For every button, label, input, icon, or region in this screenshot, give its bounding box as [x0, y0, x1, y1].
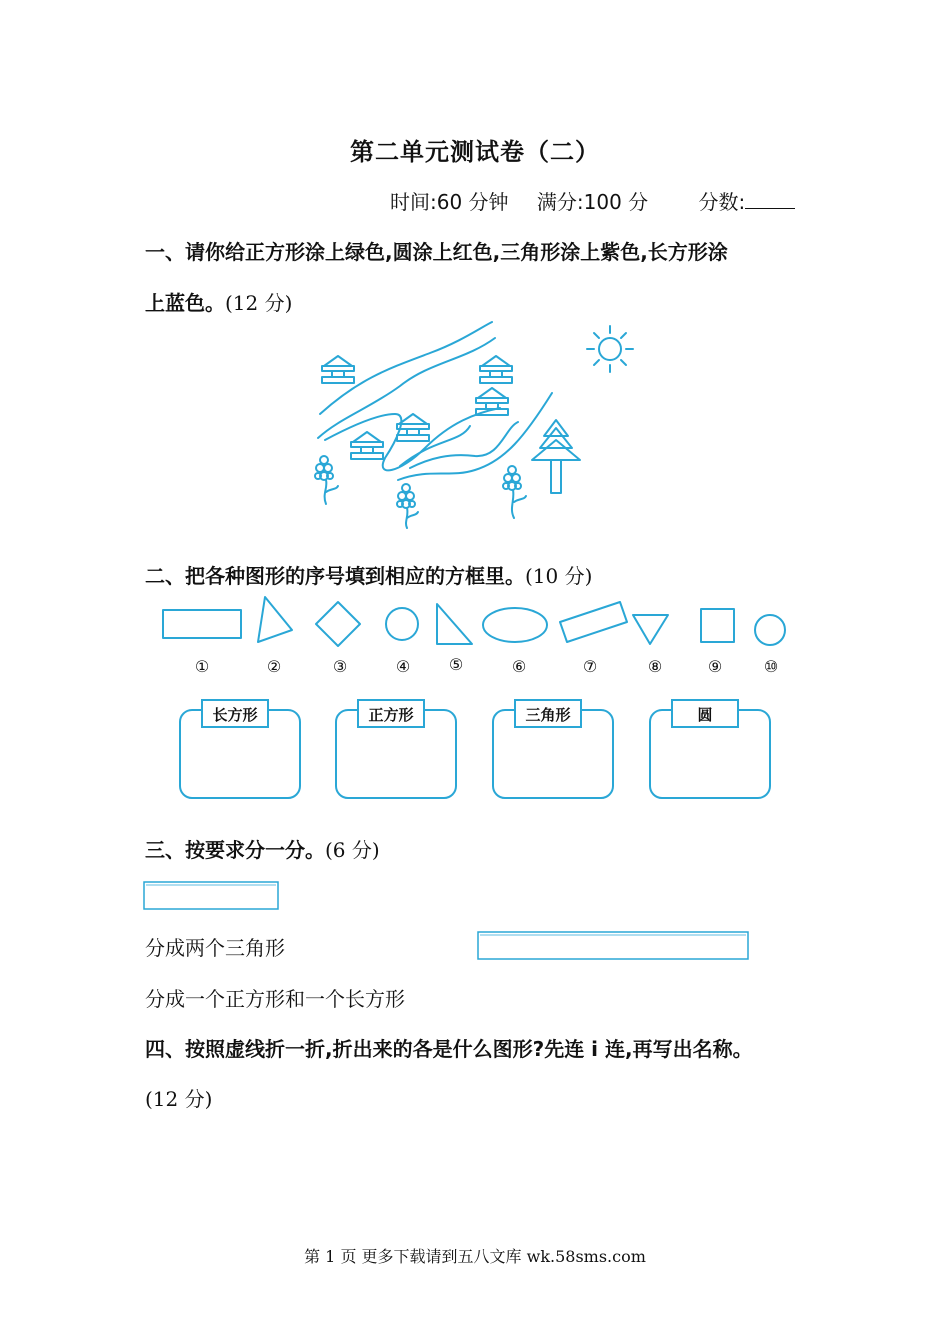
shape-5-right-triangle [437, 604, 472, 644]
shape-number: ③ [332, 657, 348, 676]
q4-line1: 四、按照虚线折一折,折出来的各是什么图形?先连 i 连,再写出名称。 [145, 1037, 753, 1061]
shape-1-rectangle [163, 610, 241, 638]
q2-text: 二、把各种图形的序号填到相应的方框里。 [145, 564, 525, 588]
flower-icon-2 [397, 484, 418, 528]
exam-meta [390, 186, 817, 215]
q2-shapes [150, 592, 800, 682]
q2-line [145, 560, 592, 589]
score-label: 分数: [698, 190, 746, 214]
q3-shape-rect-box[interactable] [477, 930, 752, 962]
q3-points: (6 分) [325, 838, 380, 862]
answer-box-circle [650, 700, 770, 798]
q2-points: (10 分) [525, 564, 593, 588]
sun-icon [587, 326, 633, 372]
shape-9-square [701, 609, 734, 642]
shape-number: ⑨ [707, 657, 723, 676]
shape-number: ⑤ [448, 655, 464, 674]
q3-task2: 分成一个正方形和一个长方形 [145, 987, 405, 1011]
q3-shape-square-box[interactable] [143, 880, 283, 912]
q3-text: 三、按要求分一分。 [145, 838, 325, 862]
shape-3-diamond [316, 602, 360, 646]
svg-text:长方形: 长方形 [212, 706, 258, 724]
svg-text:三角形: 三角形 [525, 706, 571, 724]
shape-number: ⑧ [647, 657, 663, 676]
river-line [325, 408, 500, 470]
flower-icon-1 [315, 456, 338, 504]
shape-number: ② [266, 657, 282, 676]
shape-number: ① [194, 657, 210, 676]
shape-number: ⑩ [763, 657, 779, 676]
river-line [398, 393, 552, 480]
q4-points: (12 分) [145, 1087, 213, 1111]
svg-text:圆: 圆 [697, 706, 713, 724]
tree-icon [532, 420, 580, 493]
score-blank[interactable] [745, 190, 795, 209]
q1-points: (12 分) [225, 291, 293, 315]
shape-number: ④ [395, 657, 411, 676]
shape-10-circle [755, 615, 785, 645]
shape-4-circle [386, 608, 418, 640]
flower-icon-3 [503, 466, 526, 518]
shape-8-triangle [633, 615, 668, 644]
q1-line2-text: 上蓝色。 [145, 291, 225, 315]
time-limit: 时间:60 分钟 [390, 190, 509, 214]
shape-2-triangle [258, 597, 292, 642]
svg-text:正方形: 正方形 [368, 706, 414, 724]
shape-number: ⑥ [511, 657, 527, 676]
q3-task1: 分成两个三角形 [145, 936, 285, 960]
answer-box-square [336, 700, 456, 798]
answer-box-triangle [493, 700, 613, 798]
house-2 [480, 356, 512, 383]
shape-7-tilted-rectangle [560, 602, 627, 642]
page-footer[interactable]: 第 1 页 更多下载请到五八文库 wk.58sms.com [304, 1247, 646, 1266]
house-3 [476, 388, 508, 415]
q1-scene[interactable] [300, 318, 650, 533]
house-1 [322, 356, 354, 383]
q1-line1: 一、请你给正方形涂上绿色,圆涂上红色,三角形涂上紫色,长方形涂 [145, 240, 728, 264]
shape-6-ellipse [483, 608, 547, 642]
river-line [320, 322, 492, 414]
house-5 [351, 432, 383, 459]
shape-number: ⑦ [582, 657, 598, 676]
full-score: 满分:100 分 [536, 190, 649, 214]
q1-line2 [145, 287, 292, 316]
page-title: 第二单元测试卷（二） [350, 137, 600, 166]
answer-box-rectangle [180, 700, 300, 798]
q2-answer-boxes[interactable] [175, 695, 780, 805]
q3-line [145, 834, 380, 863]
